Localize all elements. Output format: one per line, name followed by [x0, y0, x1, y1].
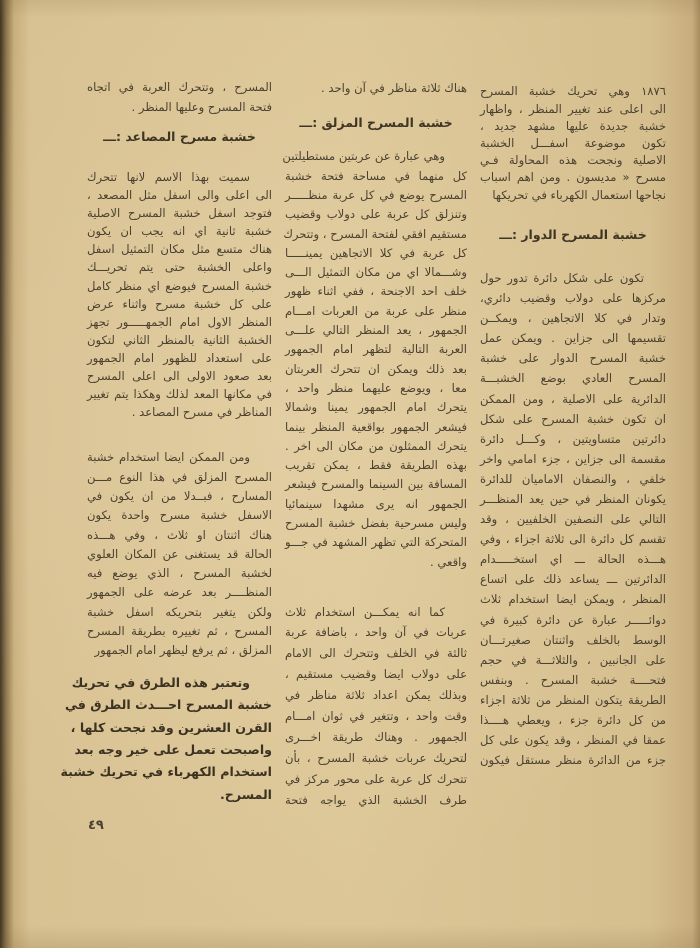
text-line: خشبة المسرح الدوار على خشبة — [480, 351, 666, 366]
text-line: على كل خشبة مسرح واثناء عرض — [87, 296, 272, 311]
text-line: دائرتين متساويتين ، وكـــل دائرة — [480, 431, 666, 446]
text-line: كل عربة في كلا الاتجاهين يمينـــــا — [285, 245, 467, 260]
text-line: واقعي . — [430, 554, 467, 569]
text-line: نجاحها استعمال الكهرباء في تحريكها — [492, 187, 666, 202]
section-heading — [285, 113, 467, 133]
text-line: خلفي ، والنصفان الاماميان للدائرة — [480, 471, 666, 486]
text-line: المسارح ، فبــدلا من ان يكون في — [87, 488, 272, 503]
text-line: المسرح ، وتتحرك العربة في اتجاه — [87, 80, 272, 94]
text-line: وتدار في كلا الاتجاهين ، ويمكــن — [480, 311, 666, 326]
text-line: الدائرتين ـــ يساعد ذلك على اتساع — [480, 572, 666, 587]
text-line: خشبة جديدة عليها مشهد جديد ، — [480, 118, 666, 133]
text-line: بهذه الطريقة فقط ، يمكن تقريب — [285, 458, 467, 473]
text-line: المنظــــر بعد عرضه على الجمهور — [87, 585, 272, 600]
text-line: واصبحت تعمل على خير وجه بعد — [74, 742, 272, 758]
text-line: خشبة ثانية اي انه يجب ان يكون — [87, 224, 272, 239]
text-line: المنظر ، ويمكن ايضا استخدام ثلاث — [480, 592, 666, 607]
text-line: المنظر الاول امام الجمهـــــور تجهز — [87, 314, 272, 329]
text-line: المسرح يوضع في كل عربة منظـــــر — [285, 187, 467, 202]
text-line: التالي على النصفين الخلفيين ، وقد — [480, 512, 666, 527]
text-line: وشـــمالا اي من مكان التمثيل الـــى — [285, 265, 467, 280]
text-line: لخشبة المسرح ، الذي يوضع فيه — [87, 566, 272, 581]
text-line: وبذلك يمكن اعداد ثلاثة مناظر في — [285, 688, 467, 703]
text-line: الحالة قد يستغنى عن المكان العلوي — [87, 546, 272, 561]
text-line: مستقيم افقي لفتحة المسرح ، وتتحرك — [283, 226, 467, 241]
text-line: مقسمة الى جزاين ، جزء امامي واخر — [480, 451, 666, 466]
text-line: من كل دائرة جزء ، ويعطي هــــذا — [480, 713, 666, 727]
section-heading — [480, 225, 666, 245]
text-line: وهي عبارة عن عربتين مستطيلتين — [282, 149, 445, 164]
paragraph — [480, 268, 666, 770]
text-line: مركزها على دولاب وقضيب دائري، — [480, 291, 666, 306]
text-line: كما انه يمكـــن استخدام ثلاث — [285, 604, 445, 619]
text-line: هناك متسع مثل مكان التمثيل اسفل — [87, 242, 272, 257]
text-line: لتحريك عربات خشبة المسرح ، بأن — [285, 750, 467, 765]
text-line: هـــذه الحالة ـــ اي استخـــــدام — [480, 552, 666, 567]
text-line: ومن الممكن ايضا استخدام خشبة — [87, 450, 250, 465]
column-middle — [282, 0, 467, 948]
text-line: معا ، ويوضع عليهما منظر واحد ، — [285, 380, 467, 395]
text-line: خلف احد الاجنحة ، ففي اثناء ظهور — [285, 284, 467, 299]
text-line: فتحة المسرح وعليها المنظر . — [131, 100, 272, 114]
text-line: الجمهور انه يرى مشهدا سينمائيا — [285, 496, 467, 511]
text-line: عمقا في المنظر ، وقد يكون على كل — [480, 733, 666, 748]
text-line: في مكانها المعد لذلك وهكذا يتم تغيير — [87, 387, 272, 402]
text-line: فتحــــة خشبة المسرح . وبنفس — [480, 672, 666, 687]
text-line: منظر على عربة من العربات امـــام — [285, 303, 467, 318]
text-line: وقت واحد ، وتتغير في ثوان امـــام — [285, 709, 467, 724]
paragraph — [285, 602, 467, 811]
text-line: بعد ذلك ويمكن ان تتحرك العربتان — [285, 361, 467, 376]
text-line: وتنزلق كل عربة على دولاب وقضيب — [285, 207, 467, 222]
text-line: تكون موضوعة اسفـــل الخشبة — [480, 136, 666, 150]
text-line: المتحركة التي تظهر المشهد في جـــو — [285, 535, 467, 550]
text-line: المسافة بين السينما والمسرح فيشعر — [285, 477, 467, 492]
text-line: وتعتبر هذه الطرق في تحريك — [71, 674, 250, 690]
text-line: الاسفل خشبة مسرح واحدة يكون — [87, 508, 272, 523]
section-heading — [87, 127, 272, 147]
text-line: على دولاب ايضا وقضيب مستقيم ، — [285, 667, 467, 682]
text-line: المسرح ، ثم تغييره بطريقة المسرح — [87, 624, 272, 639]
text-line: المناظر في مسرح المصاعد . — [131, 405, 272, 420]
text-line: هناك اثنتان او ثلاث ، وفي هـــذه — [87, 527, 272, 542]
paragraph — [282, 147, 467, 572]
paragraph — [480, 83, 666, 203]
text-line: سميت بهذا الاسم لانها تتحرك — [87, 169, 250, 184]
text-line: الدائرية على الاصلية ، ومن الممكن — [480, 391, 666, 406]
text-line: ان تكون خشبة المسرح على شكل — [480, 411, 666, 426]
text-line: الطريقة يتكون المنظر من ثلاثة اجزاء — [480, 692, 666, 707]
text-line: خشبة المسرح احـــدث الطرق في — [64, 697, 272, 713]
text-line: دوائـــــر عبارة عن دائرة كبيرة في — [480, 612, 666, 627]
text-line: كل منهما في مساحة فتحة خشبة — [285, 168, 467, 183]
text-line: المزلق ، ثم يرفع ليظهر امام الجمهور — [94, 643, 272, 658]
text-line: القرن العشرين وقد نجحت كلها ، — [70, 719, 272, 735]
heading-text: خشبة المسرح المزلق :ـــ — [299, 115, 453, 130]
text-line: الجمهور . وهناك طريقة اخـــرى — [285, 729, 467, 744]
text-line: مسرح « مديسون . ومن اهم اسباب — [480, 170, 666, 185]
text-line: المسرح. — [220, 786, 272, 802]
text-line: واعلى الخشبة حتى يتم تحريـــك — [87, 260, 272, 275]
text-line: استخدام الكهرباء في تحريك خشبة — [60, 764, 272, 780]
text-line: الوسط بالخلف واثنتان صغيرتـــان — [480, 632, 666, 647]
page-number: ٤٩ — [88, 818, 104, 833]
text-line: العربة التالية لتظهر امام الجمهور — [285, 342, 467, 357]
text-line: جزء من الدائرة منظر مستقل فيكون — [480, 753, 666, 768]
text-line: على الجانبين ، والثلاثـــة في حجم — [480, 652, 666, 667]
text-line: طرف الخشبة الذي يواجه فتحة — [285, 792, 467, 807]
text-line: على استعداد للظهور امام الجمهور — [87, 350, 272, 365]
text-line: ثالثة في الخلف وتتحرك الى الامام — [285, 646, 467, 661]
text-line: تقسم كل دائرة الى ثلاثة اجزاء ، وفي — [480, 532, 666, 547]
text-line: بعد صعود الاولى الى اعلى المسرح — [87, 368, 272, 383]
text-line: تقسيمها الى جزاين . ويمكن عمل — [480, 331, 666, 346]
heading-text: خشبة المسرح الدوار :ـــ — [499, 227, 647, 242]
paragraph — [60, 672, 272, 806]
text-line: الى اعلى عند تغيير المنظر ، واظهار — [480, 101, 666, 116]
text-line: فتوجد اسفل خشبة المسرح الاصلية — [87, 206, 272, 221]
text-line: يتحرك امام الجمهور يمينا وشمالا — [285, 400, 467, 415]
text-line: المسرح المزلق في هذا النوع مـــن — [87, 469, 272, 484]
column-right — [480, 0, 666, 948]
column-left — [60, 0, 272, 948]
text-line: الخشبة الثانية بالمنظر الثاني لتكون — [87, 332, 272, 347]
text-line: تتحرك كل عربة على محور مركز في — [285, 771, 467, 786]
text-line: وليس مسرحية بفضل خشبة المسرح — [285, 515, 467, 530]
text-line: الاصلية ونجحت هذه المحاولة فـي — [480, 153, 666, 168]
text-line: المسرح العادي بوضع الخشبـــة — [480, 371, 666, 386]
paragraph — [87, 77, 272, 117]
text-line: تكون على شكل دائرة تدور حول — [480, 270, 644, 285]
paragraph — [87, 448, 272, 660]
text-line: فيشعر الجمهور بواقعية المنظر بينما — [285, 419, 467, 434]
text-line: هناك ثلاثة مناظر في آن واحد . — [321, 81, 467, 95]
text-line: ١٨٧٦ وهي تحريك خشبة المسرح — [480, 84, 666, 99]
text-line: يكونان المنظر في حين يعد المنظـــر — [480, 491, 666, 506]
text-line: ولكن يتغير بتحريكه اسفل خشبة — [87, 604, 272, 619]
paragraph — [285, 79, 467, 97]
paragraph — [87, 168, 272, 421]
text-line: الى اعلى والى اسفل مثل المصعد ، — [87, 188, 272, 203]
text-line: الجمهور ، يعد المنظر التالي علـــى — [285, 323, 467, 338]
heading-text: خشبة مسرح المصاعد :ـــ — [103, 129, 256, 144]
text-line: يتحرك الممثلون من مكان الى اخر . — [285, 438, 467, 453]
text-line: عربات في آن واحد ، باضافة عربة — [285, 625, 467, 640]
text-line: خشبة المسرح فيوضع اي منظر كامل — [87, 278, 272, 293]
